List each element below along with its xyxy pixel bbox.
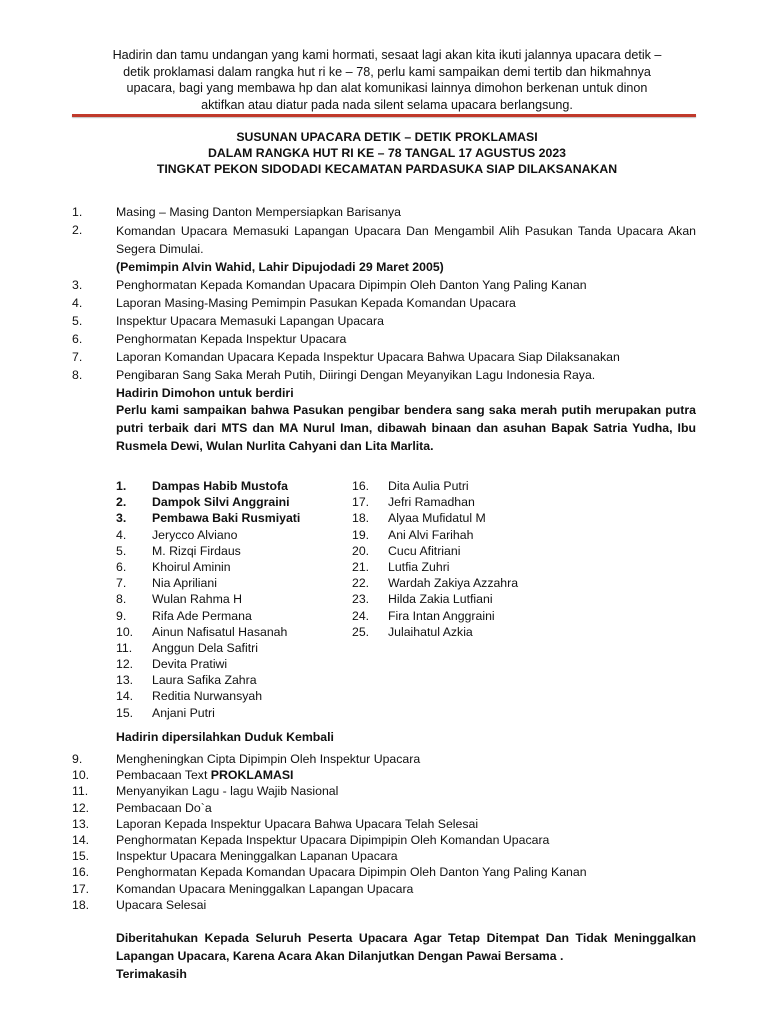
agenda-text [116,848,696,864]
roster-number: 13. [116,673,134,688]
agenda-item [72,800,696,816]
flag-section [72,385,696,455]
heading-line-2: DALAM RANGKA HUT RI KE – 78 TANGAL 17 AGUSTUS 2023 [207,146,567,160]
roster-name: Rifa Ade Permana [152,608,252,623]
intro-paragraph [72,47,702,113]
agenda-text [116,881,696,897]
roster-row [116,608,356,624]
roster-row [116,575,356,591]
roster-row [352,575,592,591]
agenda-number: 2. [72,223,83,237]
agenda-text: Komandan Upacara Memasuki Lapangan Upacara Dan Mengambil Alih Pasukan Tanda Upacara Akan Segera Dimulai. [116,224,696,256]
roster-name: Laura Safika Zahra [152,673,257,688]
closing-text: Diberitahukan Kepada Seluruh Peserta Upacara Agar Tetap Ditempat Dan Tidak Meninggalkan Lapangan Upacara, Karena Acara Akan Dilanjutkan Dengan Pawai Bersama . [116,931,696,963]
roster-number: 23. [352,592,370,607]
intro-line: Hadirin dan tamu undangan yang kami hormati, sesaat lagi akan kita ikuti jalannya upacara detik – [112,48,662,62]
roster-number: 8. [116,592,127,607]
roster-name: Nia Apriliani [152,576,217,591]
agenda-number: 13. [72,816,90,831]
agenda-text: Laporan Masing-Masing Pemimpin Pasukan Kepada Komandan Upacara [116,296,516,310]
closing-announcement [116,929,696,983]
roster-name: Devita Pratiwi [152,657,228,672]
agenda-text-plain: Upacara Selesai [116,897,207,912]
agenda-text-plain: Mengheningkan Cipta Dipimpin Oleh Inspektur Upacara [116,752,421,766]
agenda-number: 15. [72,849,90,864]
roster-row [352,559,592,575]
agenda-number: 7. [72,350,83,364]
agenda-text [116,767,696,783]
roster-row [352,624,592,640]
agenda-text [116,832,696,848]
agenda-item [72,751,696,767]
agenda-item [72,204,696,222]
roster-name: Dampok Silvi Anggraini [152,495,290,510]
agenda-number: 17. [72,881,90,896]
agenda-item [72,767,696,783]
roster-number: 18. [352,511,370,526]
roster-number: 22. [352,576,370,591]
agenda-item [72,331,696,349]
agenda-number: 11. [72,784,89,799]
agenda-text-plain: Pembacaan Do`a [116,800,212,815]
agenda-number: 5. [72,314,83,328]
agenda-item [72,897,696,913]
agenda-item [72,277,696,295]
roster-name: Wardah Zakiya Azzahra [388,576,519,591]
roster-row [116,640,356,656]
agenda-text-plain: Menyanyikan Lagu - lagu Wajib Nasional [116,784,339,799]
roster-row [352,527,592,543]
roster-row [116,559,356,575]
roster-name: Dampas Habib Mustofa [152,479,288,493]
roster-column-left [116,478,356,721]
agenda-item [72,313,696,331]
intro-line: detik proklamasi dalam rangka hut ri ke – 78, perlu kami sampaikan demi tertib dan hikmahnya [123,64,651,79]
roster-number: 17. [352,495,370,510]
agenda-text: Pengibaran Sang Saka Merah Putih, Diiringi Dengan Meyanyikan Lagu Indonesia Raya. [116,368,596,382]
flag-statement: Perlu kami sampaikan bahwa Pasukan pengibar bendera sang saka merah putih merupakan putra putri terbaik dari MTS dan MA Nurul Iman, dibawah binaan dan asuhan Bapak Satria Yudha, Ibu Rusmela Dewi, Wulan Nurlita Cahyani dan Lita Marlita. [116,403,696,453]
roster-number: 3. [116,511,127,526]
intro-line: upacara, bagi yang membawa hp dan alat komunikasi lainnya dimohon berkenan untuk dinon [126,81,648,95]
agenda-number: 10. [72,768,90,783]
roster-number: 4. [116,527,127,542]
agenda-number: 12. [72,800,90,815]
agenda-text [116,751,696,767]
intro-line: aktifkan atau diatur pada nada silent selama upacara berlangsung. [201,97,573,112]
roster-name: Jerycco Alviano [152,527,238,542]
agenda-text-plain: Inspektur Upacara Meninggalkan Lapanan Upacara [116,849,398,864]
roster-name: Anggun Dela Safitri [152,640,258,655]
document-heading [72,129,702,177]
roster-number: 15. [116,705,134,720]
roster-name: Anjani Putri [152,705,215,720]
roster-name: Lutfia Zuhri [388,559,450,574]
roster-name: Julaihatul Azkia [388,624,473,639]
roster-name: Hilda Zakia Lutfiani [388,592,493,607]
roster-number: 2. [116,495,127,510]
roster-number: 7. [116,576,127,591]
red-divider [72,114,696,117]
roster-name: Dita Aulia Putri [388,479,469,493]
agenda-number: 4. [72,296,83,310]
agenda-item [72,832,696,848]
roster-number: 5. [116,543,127,558]
agenda-text-plain: Penghormatan Kepada Komandan Upacara Dipimpin Oleh Danton Yang Paling Kanan [116,865,587,880]
agenda-text: Masing – Masing Danton Mempersiapkan Barisanya [116,205,402,219]
agenda-item [72,881,696,897]
agenda-text [116,864,696,880]
roster-name: Cucu Afitriani [388,543,461,558]
roster-name: Ani Alvi Farihah [388,527,474,542]
agenda-item [72,783,696,799]
agenda-item [72,222,696,259]
agenda-item [72,367,696,385]
heading-line-1: SUSUNAN UPACARA DETIK – DETIK PROKLAMASI [236,130,538,144]
roster-row [352,543,592,559]
roster-number: 16. [352,479,370,493]
roster-number: 6. [116,559,127,574]
roster-name: M. Rizqi Firdaus [152,543,241,558]
roster-row [352,494,592,510]
agenda-text [116,897,696,913]
agenda-text [116,783,696,799]
roster-number: 20. [352,543,370,558]
roster-number: 10. [116,624,134,639]
agenda-text [116,816,696,832]
roster-row [116,478,356,494]
roster-row [116,624,356,640]
roster-name: Alyaa Mufidatul M [388,511,486,526]
agenda-number: 16. [72,865,90,880]
agenda-text [116,800,696,816]
agenda-number: 6. [72,332,83,346]
roster-row [116,656,356,672]
roster-name: Ainun Nafisatul Hasanah [152,624,288,639]
roster-row [116,591,356,607]
agenda-item [72,816,696,832]
agenda-list [72,204,696,455]
agenda-text-plain: Laporan Kepada Inspektur Upacara Bahwa Upacara Telah Selesai [116,816,479,831]
commander-note: (Pemimpin Alvin Wahid, Lahir Dipujodadi 29 Maret 2005) [116,260,444,274]
agenda-text: Inspektur Upacara Memasuki Lapangan Upacara [116,314,384,328]
roster-row [116,510,356,526]
agenda-item [72,848,696,864]
roster-column-right [352,478,592,640]
agenda-text-plain: Penghormatan Kepada Inspektur Upacara Dipimpipin Oleh Komandan Upacara [116,832,550,847]
agenda-list-part-2 [72,751,696,913]
heading-line-3: TINGKAT PEKON SIDODADI KECAMATAN PARDASUKA SIAP DILAKSANAKAN [156,162,618,176]
roster-row [116,543,356,559]
roster-number: 14. [116,689,134,704]
agenda-number: 18. [72,897,90,912]
roster-row [116,688,356,704]
roster-row [116,527,356,543]
agenda-text-plain: Komandan Upacara Meninggalkan Lapangan Upacara [116,881,414,896]
seated-note: Hadirin dipersilahkan Duduk Kembali [116,730,334,744]
roster-number: 24. [352,608,370,623]
roster-number: 1. [116,479,127,493]
agenda-item [72,349,696,367]
agenda-item [72,864,696,880]
roster-name: Fira Intan Anggraini [388,608,495,623]
roster-row [116,494,356,510]
roster-row [116,672,356,688]
closing-thanks: Terimakasih [116,967,187,981]
agenda-text: Laporan Komandan Upacara Kepada Inspektur Upacara Bahwa Upacara Siap Dilaksanakan [116,350,620,364]
roster-row [352,478,592,494]
agenda-text: Penghormatan Kepada Komandan Upacara Dipimpin Oleh Danton Yang Paling Kanan [116,278,587,292]
roster-name: Jefri Ramadhan [388,495,475,510]
agenda-number: 1. [72,205,83,219]
roster-name: Pembawa Baki Rusmiyati [152,511,301,526]
roster-number: 25. [352,624,370,639]
roster-name: Wulan Rahma H [152,592,242,607]
roster-row [352,608,592,624]
roster-row [116,705,356,721]
roster-number: 12. [116,657,134,672]
roster-name: Reditia Nurwansyah [152,689,263,704]
roster-number: 11. [116,640,133,655]
roster-number: 9. [116,608,127,623]
roster-row [352,510,592,526]
roster-number: 19. [352,527,370,542]
agenda-item [72,295,696,313]
roster-name: Khoirul Aminin [152,559,231,574]
roster-row [352,591,592,607]
agenda-number: 3. [72,278,83,292]
agenda-text: Penghormatan Kepada Inspektur Upacara [116,332,347,346]
agenda-number: 8. [72,368,83,382]
standing-note: Hadirin Dimohon untuk berdiri [116,386,294,400]
roster-number: 21. [352,559,370,574]
agenda-number: 9. [72,752,83,766]
agenda-text-plain: Pembacaan Text [116,768,211,783]
agenda-number: 14. [72,832,90,847]
agenda-text-bold: PROKLAMASI [210,768,294,783]
